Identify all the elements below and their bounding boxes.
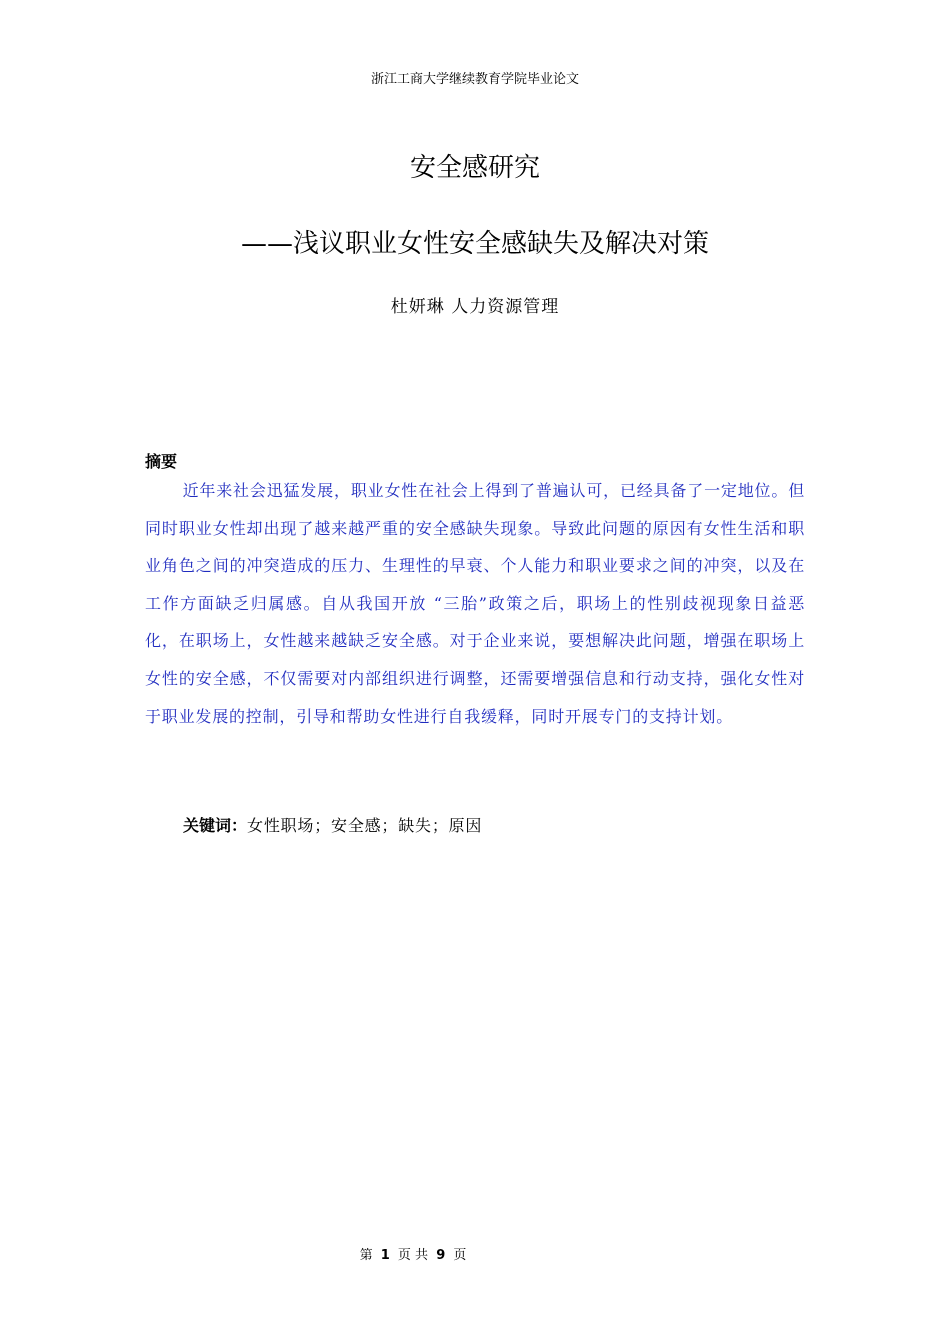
footer-middle: 页 共 bbox=[397, 1248, 429, 1263]
keywords-line bbox=[183, 812, 482, 840]
paper-title: 安全感研究 bbox=[409, 153, 540, 183]
total-pages-number: 9 bbox=[436, 1248, 446, 1263]
footer-prefix: 第 bbox=[359, 1248, 373, 1263]
current-page-number: 1 bbox=[380, 1248, 390, 1263]
keywords-text: 女性职场；安全感；缺失；原因 bbox=[247, 816, 483, 835]
footer-suffix: 页 bbox=[453, 1248, 467, 1263]
page-footer bbox=[0, 1246, 826, 1266]
keywords-label: 关键词： bbox=[183, 816, 248, 835]
paper-subtitle: ——浅议职业女性安全感缺失及解决对策 bbox=[240, 229, 709, 259]
abstract-heading: 摘要 bbox=[145, 452, 178, 471]
page-header: 浙江工商大学继续教育学院毕业论文 bbox=[370, 72, 579, 87]
abstract-body: 近年来社会迅猛发展，职业女性在社会上得到了普遍认可，已经具备了一定地位。但同时职业女性却出现了越来越严重的安全感缺失现象。导致此问题的原因有女性生活和职业角色之间的冲突造成的压力、生理性的早衰、个人能力和职业要求之间的冲突，以及在工作方面缺乏归属感。自从我国开放 “三胎”政策之后，职场上的性别歧视现象日益恶化，在职场上，女性越来越缺乏安全感。对于企业来说，要想解决此问题，增强在职场上女性的安全感，不仅需要对内部组织进行调整，还需要增强信息和行动支持，强化女性对于职业发展的控制，引导和帮助女性进行自我缓释，同时开展专门的支持计划。 bbox=[145, 481, 805, 726]
author-line: 杜妍琳 人力资源管理 bbox=[390, 297, 560, 317]
